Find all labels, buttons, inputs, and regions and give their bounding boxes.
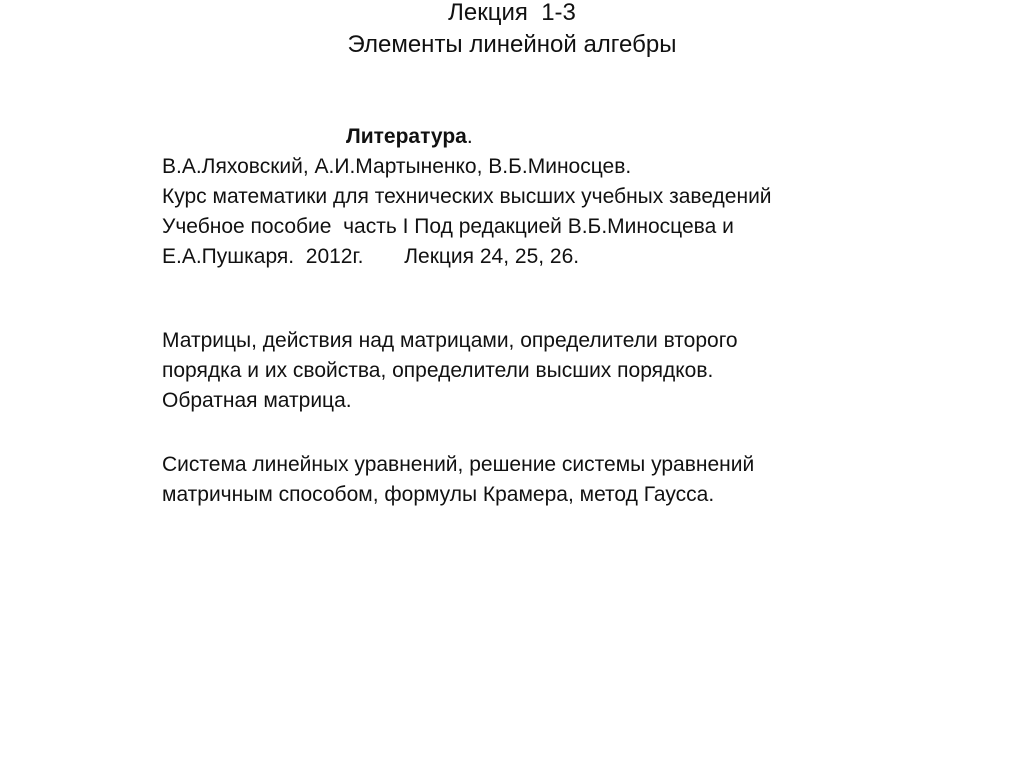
reference-line: Е.А.Пушкаря. 2012г. Лекция 24, 25, 26. xyxy=(162,245,580,268)
slide-title xyxy=(0,0,1024,61)
paragraph-line: Система линейных уравнений, решение системы уравнений xyxy=(162,453,755,476)
paragraph-line: порядка и их свойства, определители высших порядков. xyxy=(162,359,714,382)
reference-line: Курс математики для технических высших учебных заведений xyxy=(162,185,772,208)
literature-heading-punct: . xyxy=(466,125,473,148)
lecture-number: Лекция 1-3 xyxy=(448,0,576,26)
reference-line: В.А.Ляховский, А.И.Мартыненко, В.Б.Миносцев. xyxy=(162,155,632,178)
reference-line: Учебное пособие часть I Под редакцией В.Б.Миносцева и xyxy=(162,215,734,238)
references-list xyxy=(162,152,772,272)
literature-heading xyxy=(346,122,473,152)
literature-heading-label: Литература xyxy=(346,125,467,148)
topics-paragraph-linear-systems xyxy=(162,450,754,510)
topics-paragraph-matrices xyxy=(162,326,738,416)
paragraph-line: Обратная матрица. xyxy=(162,389,352,412)
lecture-topic: Элементы линейной алгебры xyxy=(347,31,677,58)
paragraph-line: Матрицы, действия над матрицами, определители второго xyxy=(162,329,738,352)
paragraph-line: матричным способом, формулы Крамера, метод Гаусса. xyxy=(162,483,715,506)
